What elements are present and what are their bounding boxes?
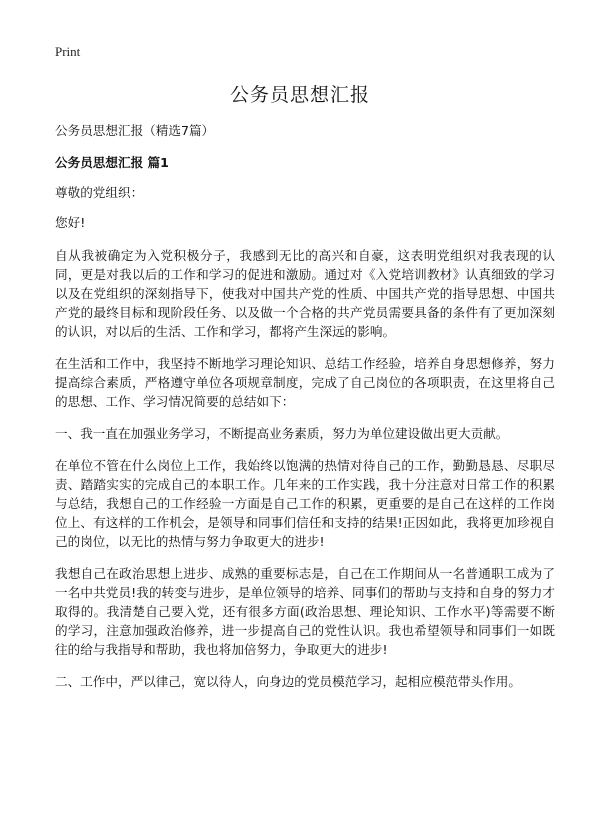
section-heading: 公务员思想汇报 篇1 <box>55 155 169 170</box>
body-paragraph: 在单位不管在什么岗位上工作，我始终以饱满的热情对待自己的工作，勤勤恳恳、尽职尽责、踏踏实实的完成自己的本职工作。几年来的工作实践，我十分注意对日常工作的积累与总结，我想自己的工作经验一方面是自己工作的积累，更重要的是自己在这样的工作岗位上、有这样的工作机会，是领导和同事们信任和支持的结果!正因如此，我将更加珍视自己的岗位，以无比的热情与努力争取更大的进步! <box>55 458 555 549</box>
body-paragraph: 在生活和工作中，我坚持不断地学习理论知识、总结工作经验，培养自身思想修养，努力提高综合素质，严格遵守单位各项规章制度，完成了自己岗位的各项职责，在这里将自己的思想、工作、学习情况简要的总结如下： <box>55 356 555 409</box>
section-point-heading: 一、我一直在加强业务学习，不断提高业务素质，努力为单位建设做出更大贡献。 <box>55 426 509 441</box>
section-point-heading: 二、工作中，严以律己，宽以待人，向身边的党员模范学习，起相应模范带头作用。 <box>55 674 521 689</box>
document-title: 公务员思想汇报 <box>229 84 370 106</box>
document-subtitle: 公务员思想汇报（精选7篇） <box>55 123 215 138</box>
document-body <box>55 121 555 704</box>
greeting: 您好! <box>55 215 86 230</box>
body-paragraph: 自从我被确定为入党积极分子，我感到无比的高兴和自豪，这表明党组织对我表现的认同，更是对我以后的工作和学习的促进和激励。通过对《入党培训教材》认真细致的学习以及在党组织的深刻指导下，使我对中国共产党的性质、中国共产党的指导思想、中国共产党的最终目标和现阶段任务、以及做一个合格的共产党员需要具备的条件有了更加深刻的认识，对以后的生活、工作和学习，都将产生深远的影响。 <box>55 248 555 339</box>
print-label: Print <box>55 44 81 59</box>
salutation: 尊敬的党组织： <box>55 185 144 200</box>
body-paragraph: 我想自己在政治思想上进步、成熟的重要标志是，自己在工作期间从一名普通职工成为了一名中共党员!我的转变与进步，是单位领导的培养、同事们的帮助与支持和自身的努力才取得的。我清楚自己要入党，还有很多方面(政治思想、理论知识、工作水平)等需要不断的学习，注意加强政治修养，进一步提高自己的党性认识。我也希望领导和同事们一如既往的给与我指导和帮助，我也将加倍努力，争取更大的进步! <box>55 566 555 657</box>
